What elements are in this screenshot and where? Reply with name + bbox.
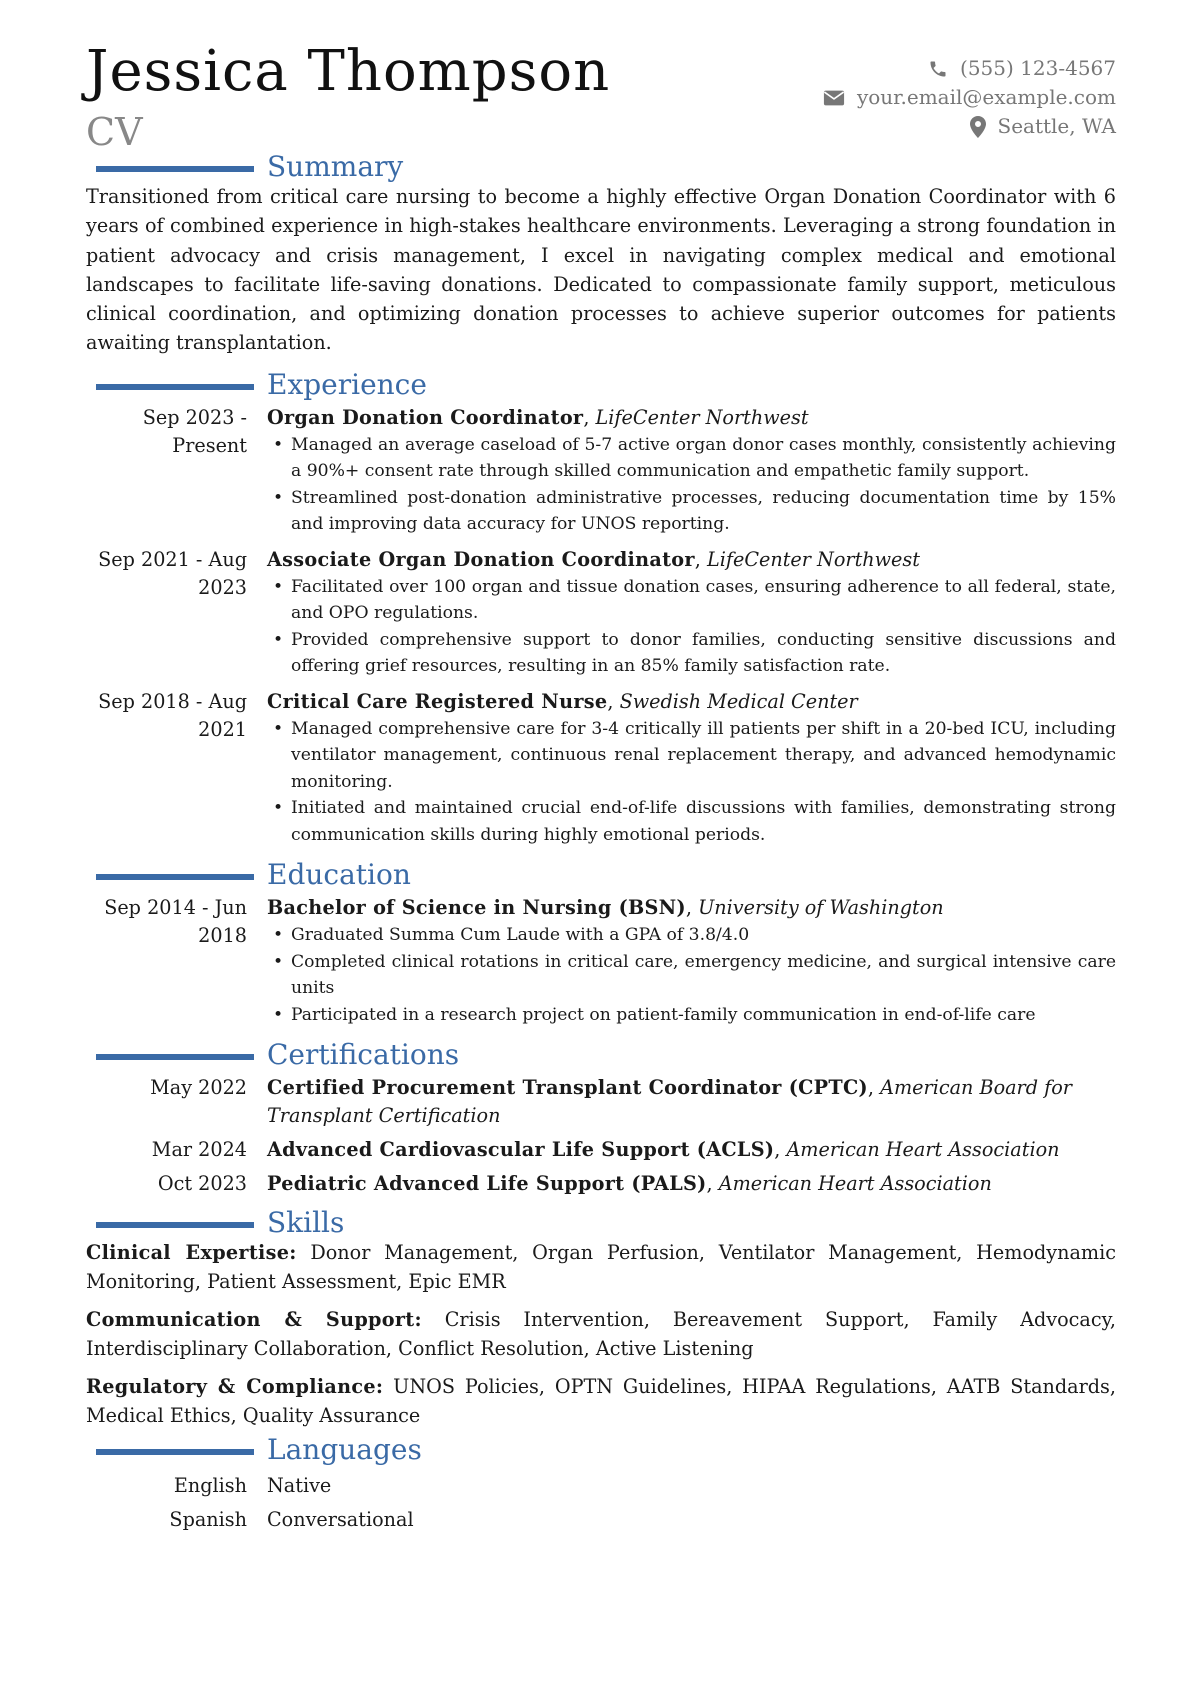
- education-entry: [86, 894, 1116, 1028]
- skill-category: Regulatory & Compliance:: [86, 1375, 384, 1399]
- section-heading: [86, 152, 1116, 188]
- bullet-item: • Managed an average caseload of 5-7 active organ donor cases monthly, consistently achieving a 90%+ consent rate through skilled communication and empathetic family support.: [267, 432, 1116, 485]
- certification-entry: [86, 1170, 1116, 1198]
- entry-body: [267, 688, 1116, 849]
- entry-body: Pediatric Advanced Life Support (PALS), American Heart Association: [267, 1172, 992, 1196]
- certification-entry: [86, 1074, 1116, 1130]
- entry-body: [267, 404, 1116, 538]
- entry-heading: Critical Care Registered Nurse, Swedish Medical Center: [267, 689, 858, 713]
- bullet-item: • Streamlined post-donation administrative processes, reducing documentation time by 15% and improving data accuracy for UNOS reporting.: [267, 485, 1116, 538]
- cv-page: [86, 40, 1116, 1537]
- languages-section: [86, 1435, 1116, 1537]
- contact-phone: [823, 54, 1116, 83]
- phone-icon: [928, 59, 948, 79]
- section-rule: [96, 1054, 254, 1060]
- bullet-item: • Participated in a research project on patient-family communication in end-of-life care: [267, 1002, 1116, 1029]
- skill-group: [86, 1372, 1116, 1430]
- language-level: Conversational: [267, 1508, 414, 1532]
- bullet-item: • Facilitated over 100 organ and tissue donation cases, ensuring adherence to all federal, state, and OPO regulations.: [267, 574, 1116, 627]
- email-address[interactable]: your.email@example.com: [856, 85, 1116, 109]
- section-title-certifications: Certifications: [267, 1038, 460, 1072]
- section-title-summary: Summary: [267, 150, 404, 183]
- section-heading: [86, 367, 1116, 406]
- entry-body: Advanced Cardiovascular Life Support (ACLS), American Heart Association: [267, 1138, 1060, 1162]
- entry-body: Certified Procurement Transplant Coordinator (CPTC), American Board for Transplant Certification: [267, 1076, 1072, 1128]
- employer: Swedish Medical Center: [619, 689, 858, 713]
- cv-header: [86, 40, 1116, 152]
- skill-list: Donor Management, Organ Perfusion, Ventilator Management, Hemodynamic Monitoring, Patient Assessment, Epic EMR: [86, 1241, 1116, 1294]
- person-name: Jessica Thompson: [86, 39, 611, 104]
- job-title: Associate Organ Donation Coordinator: [267, 547, 695, 571]
- certification-name: Certified Procurement Transplant Coordinator (CPTC): [267, 1076, 868, 1100]
- education-section: [86, 860, 1116, 1028]
- language-level: Native: [267, 1474, 332, 1498]
- section-rule: [96, 384, 254, 390]
- section-rule: [96, 166, 254, 172]
- contact-info: [823, 54, 1116, 141]
- skill-category: Clinical Expertise:: [86, 1241, 297, 1265]
- location-text: Seattle, WA: [997, 114, 1116, 138]
- certification-name: Advanced Cardiovascular Life Support (ACLS): [267, 1138, 775, 1162]
- entry-date: Mar 2024: [151, 1138, 247, 1162]
- language-row: [86, 1469, 1116, 1503]
- section-title-education: Education: [267, 858, 411, 892]
- entry-heading: Organ Donation Coordinator, LifeCenter Northwest: [267, 405, 809, 429]
- phone-number[interactable]: (555) 123-4567: [960, 56, 1116, 80]
- entry-date: Sep 2023 - Present: [142, 405, 247, 457]
- certification-name: Pediatric Advanced Life Support (PALS): [267, 1172, 707, 1196]
- summary-section: [86, 152, 1116, 358]
- section-heading: [86, 1208, 1116, 1244]
- language-name: English: [173, 1474, 247, 1498]
- skills-section: [86, 1208, 1116, 1430]
- entry-date: Sep 2021 - Aug 2023: [98, 547, 247, 599]
- certifications-section: [86, 1040, 1116, 1198]
- bullet-list: [267, 922, 1116, 1028]
- issuer: American Heart Association: [718, 1172, 992, 1196]
- entry-date: Oct 2023: [157, 1172, 247, 1196]
- section-rule: [96, 874, 254, 880]
- section-heading: [86, 860, 1116, 896]
- skill-group: [86, 1238, 1116, 1296]
- contact-location: [823, 112, 1116, 141]
- section-title-experience: Experience: [267, 367, 427, 401]
- document-subtitle: CV: [86, 110, 143, 154]
- bullet-item: • Graduated Summa Cum Laude with a GPA of 3.8/4.0: [267, 922, 1116, 949]
- contact-email: [823, 83, 1116, 112]
- entry-heading: Associate Organ Donation Coordinator, LifeCenter Northwest: [267, 547, 920, 571]
- degree-title: Bachelor of Science in Nursing (BSN): [267, 896, 686, 920]
- language-row: [86, 1503, 1116, 1537]
- section-rule: [96, 1449, 254, 1455]
- map-marker-icon: [970, 116, 986, 138]
- bullet-item: • Initiated and maintained crucial end-of-life discussions with families, demonstrating strong communication skills during highly emotional periods.: [267, 795, 1116, 848]
- section-title-languages: Languages: [267, 1433, 422, 1467]
- experience-entry: [86, 404, 1116, 538]
- bullet-list: [267, 432, 1116, 538]
- skill-list: UNOS Policies, OPTN Guidelines, HIPAA Regulations, AATB Standards, Medical Ethics, Quality Assurance: [86, 1375, 1116, 1428]
- certification-entry: [86, 1136, 1116, 1164]
- bullet-list: [267, 574, 1116, 680]
- employer: LifeCenter Northwest: [595, 405, 809, 429]
- skill-category: Communication & Support:: [86, 1308, 422, 1332]
- bullet-item: • Completed clinical rotations in critical care, emergency medicine, and surgical intensive care units: [267, 949, 1116, 1002]
- experience-entry: [86, 546, 1116, 680]
- entry-body: [267, 546, 1116, 680]
- job-title: Critical Care Registered Nurse: [267, 689, 608, 713]
- institution: University of Washington: [698, 896, 944, 920]
- entry-date: Sep 2018 - Aug 2021: [98, 689, 247, 741]
- envelope-icon: [823, 89, 845, 107]
- issuer: American Board for Transplant Certification: [267, 1076, 1072, 1128]
- summary-text: Transitioned from critical care nursing to become a highly effective Organ Donation Coordinator with 6 years of combined experience in high-stakes healthcare environments. Leveraging a strong foundation in patient advocacy and crisis management, I excel in navigating complex medical and emotional landscapes to facilitate life-saving donations. Dedicated to compassionate family support, meticulous clinical coordination, and optimizing donation processes to achieve superior outcomes for patients awaiting transplantation.: [86, 185, 1116, 355]
- section-rule: [96, 1222, 254, 1228]
- entry-heading: Bachelor of Science in Nursing (BSN), University of Washington: [267, 896, 944, 920]
- bullet-list: [267, 716, 1116, 849]
- section-heading: [86, 1435, 1116, 1471]
- bullet-item: • Provided comprehensive support to donor families, conducting sensitive discussions and offering grief resources, resulting in an 85% family satisfaction rate.: [267, 627, 1116, 680]
- language-name: Spanish: [169, 1508, 247, 1532]
- experience-entry: [86, 688, 1116, 849]
- job-title: Organ Donation Coordinator: [267, 405, 584, 429]
- entry-body: [267, 894, 1116, 1028]
- skill-list: Crisis Intervention, Bereavement Support, Family Advocacy, Interdisciplinary Collaboration, Conflict Resolution, Active Listening: [86, 1308, 1116, 1361]
- experience-section: [86, 367, 1116, 849]
- issuer: American Heart Association: [786, 1138, 1060, 1162]
- employer: LifeCenter Northwest: [706, 547, 920, 571]
- section-title-skills: Skills: [267, 1206, 345, 1240]
- entry-date: Sep 2014 - Jun 2018: [104, 896, 247, 948]
- bullet-item: • Managed comprehensive care for 3-4 critically ill patients per shift in a 20-bed ICU, including ventilator management, continuous renal replacement therapy, and advanced hemodynamic monitoring.: [267, 716, 1116, 796]
- skill-group: [86, 1305, 1116, 1363]
- entry-date: May 2022: [150, 1076, 247, 1100]
- section-heading: [86, 1040, 1116, 1076]
